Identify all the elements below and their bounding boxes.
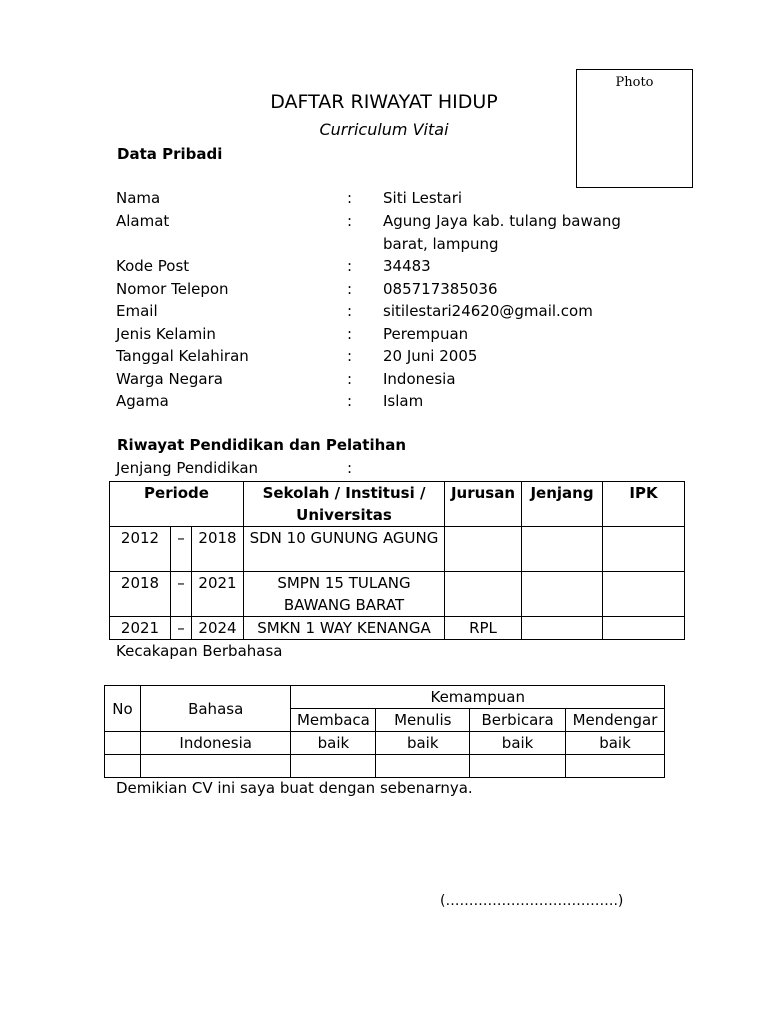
field-label: Jenis Kelamin [116,325,216,343]
education-header-row [110,482,685,527]
table-row [105,755,665,778]
table-row [110,527,685,572]
header-menulis: Menulis [376,709,470,732]
field-colon: : [347,347,353,365]
language-heading: Kecakapan Berbahasa [116,642,283,660]
table-row [110,572,685,617]
header-mendengar: Mendengar [566,709,665,732]
field-value: Indonesia [383,370,456,388]
major [445,572,522,617]
level [522,572,603,617]
field-colon: : [347,302,353,320]
lang-menulis [376,755,470,778]
closing-statement: Demikian CV ini saya buat dengan sebenarnya. [116,779,473,797]
field-colon: : [347,257,353,275]
field-label: Alamat [116,212,170,230]
period-start: 2021 [110,617,171,640]
language-table [104,685,665,778]
period-dash: – [171,617,192,640]
header-kemampuan: Kemampuan [291,686,665,709]
field-colon: : [347,189,353,207]
header-membaca: Membaca [291,709,376,732]
education-level-label: Jenjang Pendidikan [116,459,259,477]
level [522,527,603,572]
header-berbicara: Berbicara [470,709,566,732]
lang-menulis: baik [376,732,470,755]
lang-name: Indonesia [140,732,291,755]
field-colon: : [347,280,353,298]
period-end: 2021 [192,572,244,617]
field-label: Tanggal Kelahiran [116,347,249,365]
field-colon: : [347,212,353,230]
header-jenjang: Jenjang [522,482,603,527]
level [522,617,603,640]
language-header-row [105,686,665,709]
field-value: Agung Jaya kab. tulang bawang [383,212,621,230]
field-colon: : [347,325,353,343]
lang-berbicara: baik [470,732,566,755]
photo-label: Photo [615,75,654,90]
field-label: Nomor Telepon [116,280,229,298]
header-sekolah: Sekolah / Institusi / Universitas [244,482,445,527]
header-no: No [105,686,141,732]
header-bahasa: Bahasa [140,686,291,732]
education-level-colon: : [347,459,353,477]
header-ipk: IPK [603,482,685,527]
period-end: 2018 [192,527,244,572]
field-colon: : [347,370,353,388]
lang-membaca [291,755,376,778]
field-label: Kode Post [116,257,190,275]
field-value: Siti Lestari [383,189,463,207]
school-name: SMKN 1 WAY KENANGA [244,617,445,640]
lang-no [105,755,141,778]
period-start: 2018 [110,572,171,617]
lang-membaca: baik [291,732,376,755]
personal-heading: Data Pribadi [117,145,223,163]
field-value: Islam [383,392,424,410]
lang-berbicara [470,755,566,778]
lang-mendengar: baik [566,732,665,755]
field-label: Warga Negara [116,370,223,388]
lang-no [105,732,141,755]
header-periode: Periode [110,482,244,527]
period-dash: – [171,572,192,617]
ipk [603,617,685,640]
table-row [110,617,685,640]
field-label: Nama [116,189,161,207]
field-value: 085717385036 [383,280,498,298]
field-value: Perempuan [383,325,469,343]
field-value: 34483 [383,257,431,275]
field-value: sitilestari24620@gmail.com [383,302,593,320]
signature-line: (……………………………….) [440,893,624,909]
field-label: Agama [116,392,169,410]
field-value: 20 Juni 2005 [383,347,478,365]
document-subtitle: Curriculum Vitai [319,120,449,139]
field-value-continued: barat, lampung [383,235,499,253]
major [445,527,522,572]
period-end: 2024 [192,617,244,640]
table-row [105,732,665,755]
period-start: 2012 [110,527,171,572]
major: RPL [445,617,522,640]
lang-name [140,755,291,778]
ipk [603,527,685,572]
field-colon: : [347,392,353,410]
school-name: SMPN 15 TULANG BAWANG BARAT [244,572,445,617]
education-heading: Riwayat Pendidikan dan Pelatihan [117,436,407,454]
school-name: SDN 10 GUNUNG AGUNG [244,527,445,572]
ipk [603,572,685,617]
lang-mendengar [566,755,665,778]
education-table [109,481,685,640]
header-jurusan: Jurusan [445,482,522,527]
document-title: DAFTAR RIWAYAT HIDUP [270,91,498,113]
field-label: Email [116,302,158,320]
period-dash: – [171,527,192,572]
